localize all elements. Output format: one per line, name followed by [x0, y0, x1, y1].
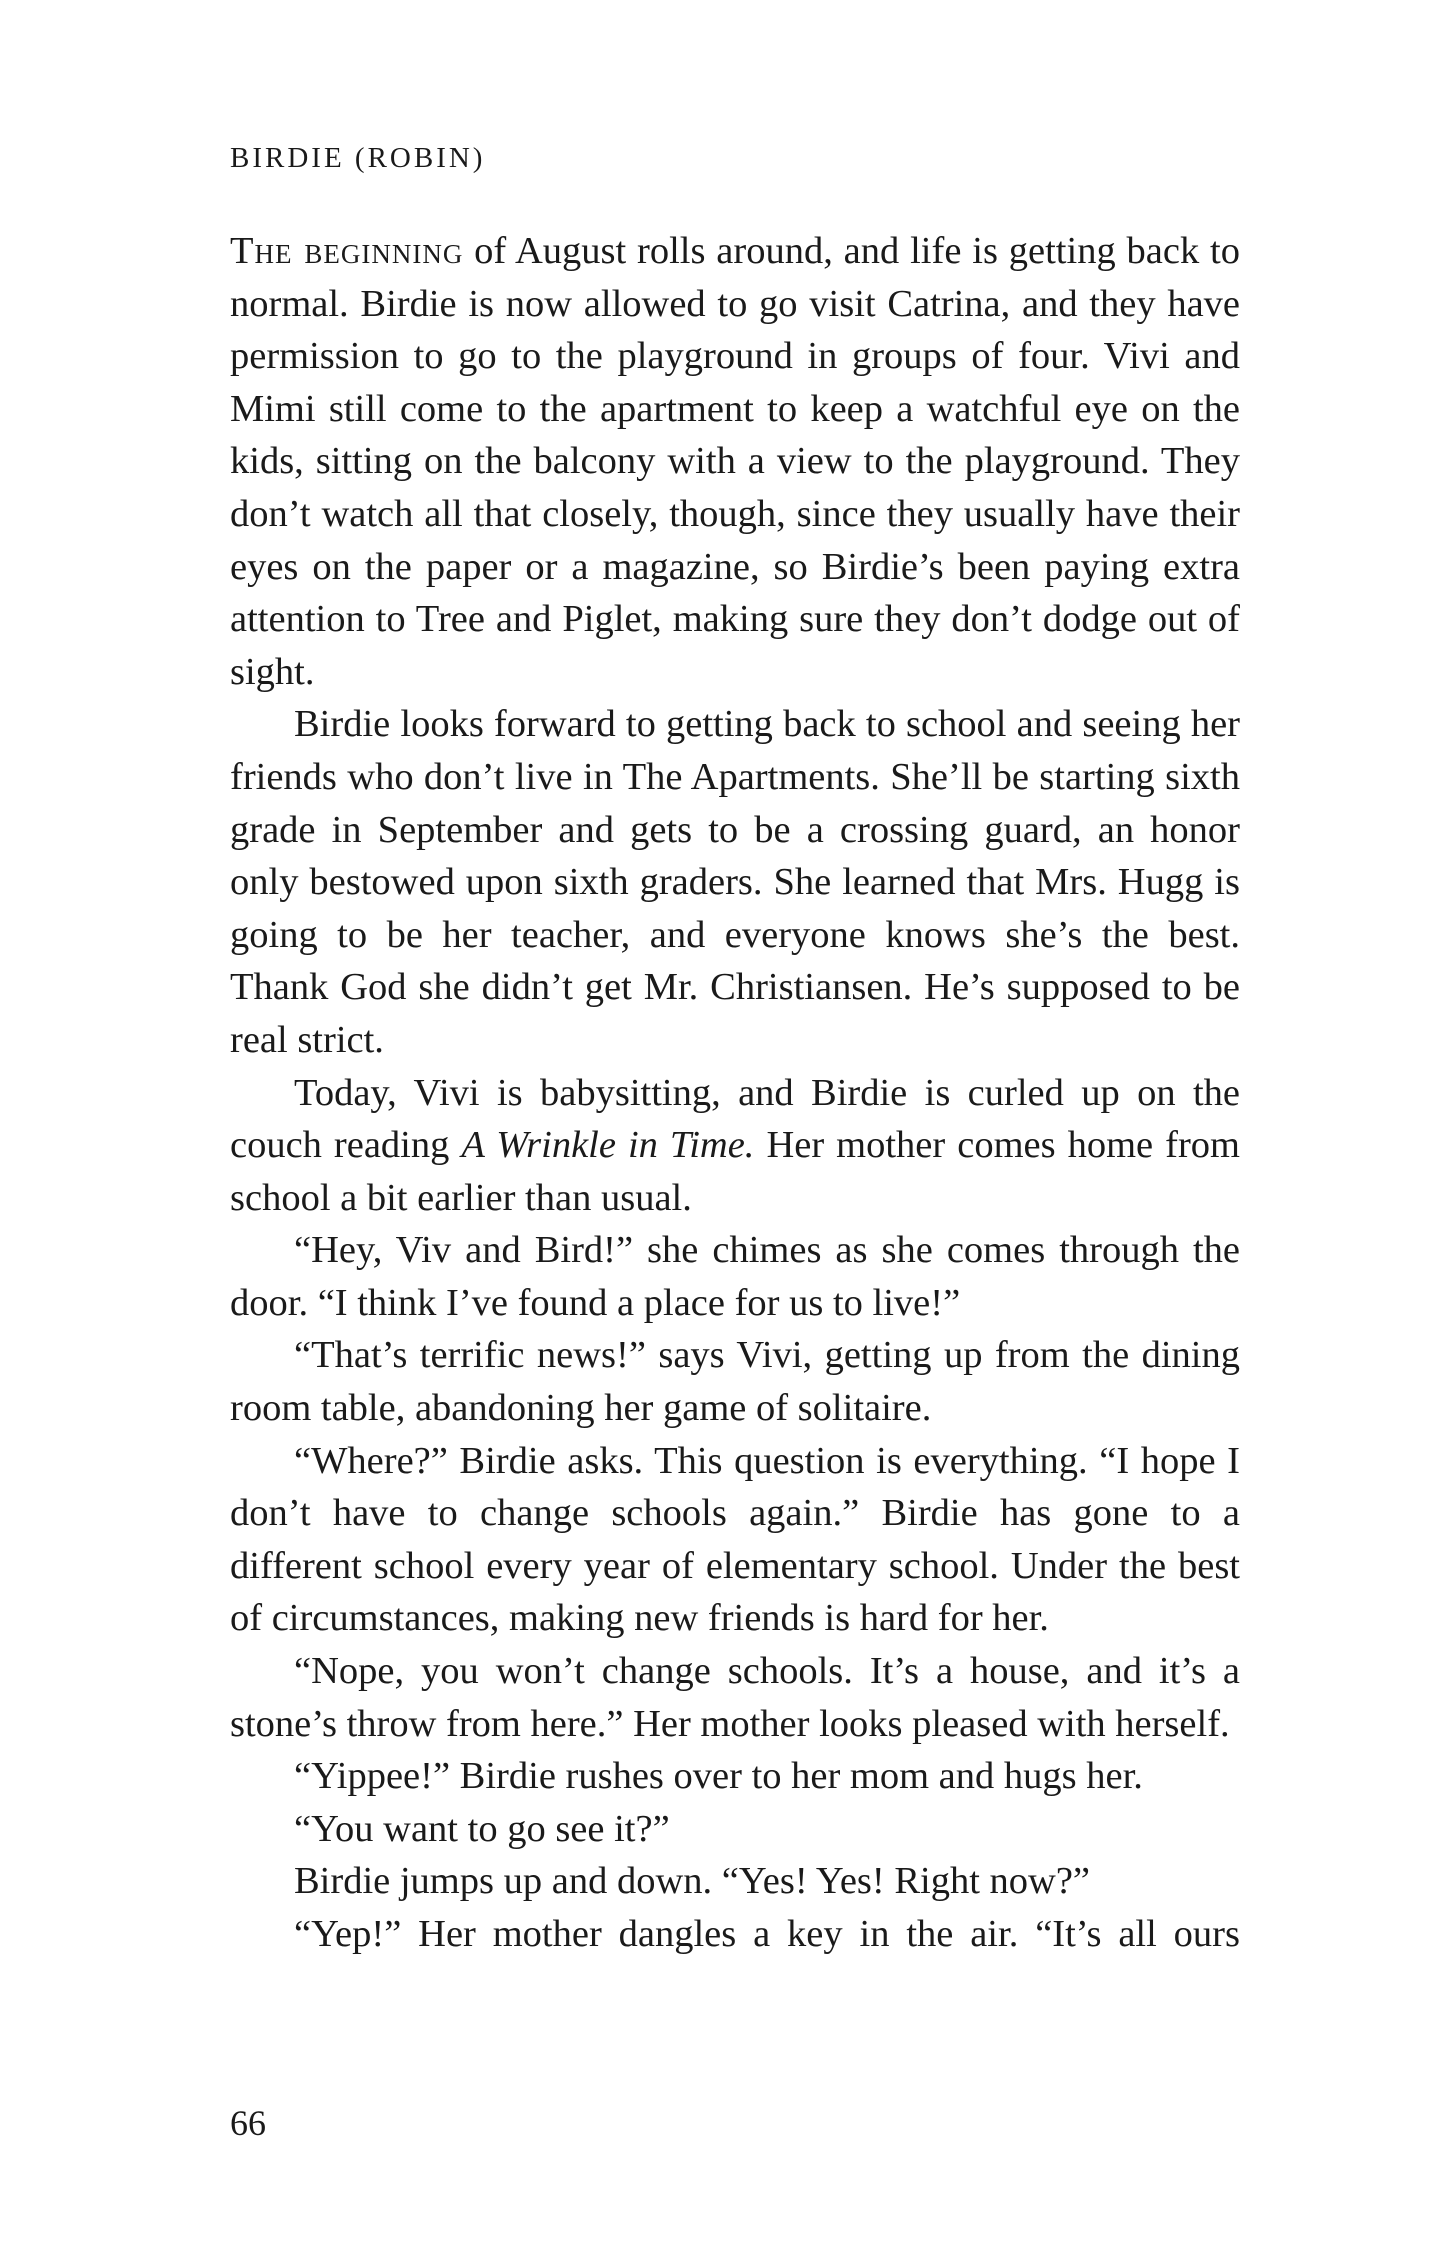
- paragraph: [230, 1908, 1240, 1961]
- paragraph-text: Birdie looks forward to getting back to school and seeing her friends who don’t live in The Apartments. She’ll be starting sixth grade in September and gets to be a crossing guard, an honor only bestowed upon sixth graders. She learned that Mrs. Hugg is going to be her teacher, and everyone knows she’s the best. Thank God she didn’t get Mr. Christiansen. He’s supposed to be real strict.: [230, 703, 1240, 1061]
- paragraph: [230, 225, 1240, 698]
- paragraph: [230, 1329, 1240, 1434]
- paragraph: [230, 1803, 1240, 1856]
- paragraph-text: “Where?” Birdie asks. This question is everything. “I hope I don’t have to change schools again.” Birdie has gone to a different school every year of elementary school. Under the best of circumstances, making new friends is hard for her.: [230, 1439, 1240, 1640]
- opening-small-caps: The beginning: [230, 230, 464, 272]
- paragraph-text: “Yippee!” Birdie rushes over to her mom and hugs her.: [294, 1755, 1143, 1798]
- paragraph: [230, 1435, 1240, 1645]
- page-number: 66: [230, 2103, 266, 2143]
- paragraph: [230, 1855, 1240, 1908]
- paragraph-text: Today, Vivi is babysitting, and Birdie is curled up on the couch reading: [230, 1071, 1240, 1167]
- body-text: [230, 225, 1240, 1961]
- paragraph-text: “You want to go see it?”: [294, 1807, 670, 1850]
- paragraph-text: Birdie jumps up and down. “Yes! Yes! Right now?”: [294, 1860, 1091, 1903]
- paragraph-text: “Nope, you won’t change schools. It’s a house, and it’s a stone’s throw from here.” Her mother looks pleased with herself.: [230, 1650, 1240, 1745]
- running-head: BIRDIE (ROBIN): [230, 142, 486, 174]
- paragraph-text: Her mother comes home from school a bit earlier than usual.: [230, 1124, 1240, 1219]
- paragraph: [230, 1224, 1240, 1329]
- book-title: A Wrinkle in Time.: [461, 1124, 755, 1167]
- paragraph: [230, 1750, 1240, 1803]
- paragraph: [230, 1067, 1240, 1225]
- paragraph-text: of August rolls around, and life is getting back to normal. Birdie is now allowed to go visit Catrina, and they have permission to go to the playground in groups of four. Vivi and Mimi still come to the apartment to keep a watchful eye on the kids, sitting on the balcony with a view to the playground. They don’t watch all that closely, though, since they usually have their eyes on the paper or a magazine, so Birdie’s been paying extra attention to Tree and Piglet, making sure they don’t dodge out of sight.: [230, 230, 1240, 693]
- paragraph-text: “That’s terrific news!” says Vivi, getting up from the dining room table, abandoning her game of solitaire.: [230, 1334, 1240, 1430]
- paragraph-text: “Hey, Viv and Bird!” she chimes as she comes through the door. “I think I’ve found a place for us to live!”: [230, 1229, 1240, 1324]
- paragraph: [230, 698, 1240, 1066]
- paragraph-text: “Yep!” Her mother dangles a key in the air. “It’s all ours: [294, 1913, 1240, 1955]
- paragraph: [230, 1645, 1240, 1750]
